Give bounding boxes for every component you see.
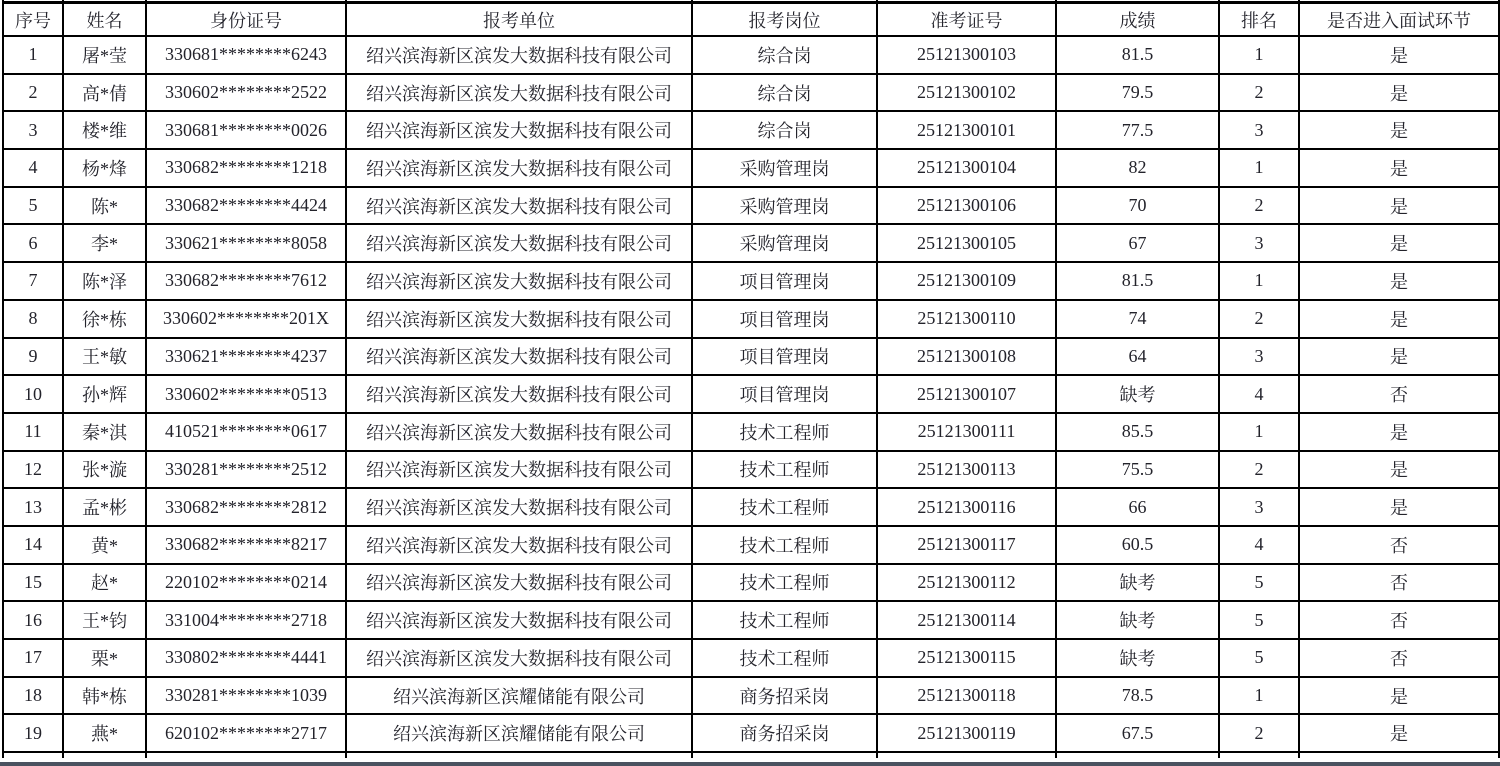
- cell-position: 项目管理岗: [692, 375, 877, 413]
- cell-score: 缺考: [1056, 601, 1219, 639]
- cell-name: 黄*: [63, 526, 146, 564]
- table-row: [3, 639, 1499, 677]
- cell-id-number: 330682********2812: [146, 488, 346, 526]
- cropped-cell: [146, 752, 346, 758]
- cell-score: 85.5: [1056, 413, 1219, 451]
- cell-position: 综合岗: [692, 111, 877, 149]
- cell-interview: 是: [1299, 714, 1499, 752]
- cell-id-number: 410521********0617: [146, 413, 346, 451]
- cropped-cell: [1299, 752, 1499, 758]
- cell-rank: 2: [1219, 74, 1299, 112]
- cell-name: 孙*辉: [63, 375, 146, 413]
- cell-score: 77.5: [1056, 111, 1219, 149]
- cell-interview: 否: [1299, 526, 1499, 564]
- cell-score: 78.5: [1056, 677, 1219, 715]
- cell-seq: 17: [3, 639, 63, 677]
- cell-rank: 1: [1219, 413, 1299, 451]
- cell-ticket-number: 25121300114: [877, 601, 1056, 639]
- table-row: [3, 413, 1499, 451]
- column-header-name: 姓名: [63, 3, 146, 37]
- cell-name: 高*倩: [63, 74, 146, 112]
- cell-ticket-number: 25121300118: [877, 677, 1056, 715]
- cell-employer: 绍兴滨海新区滨发大数据科技有限公司: [346, 413, 692, 451]
- cell-ticket-number: 25121300116: [877, 488, 1056, 526]
- cell-id-number: 330602********0513: [146, 375, 346, 413]
- table-row: [3, 451, 1499, 489]
- table-row: [3, 338, 1499, 376]
- cell-position: 项目管理岗: [692, 338, 877, 376]
- cell-rank: 5: [1219, 601, 1299, 639]
- cell-interview: 是: [1299, 111, 1499, 149]
- cell-rank: 1: [1219, 677, 1299, 715]
- cell-name: 赵*: [63, 564, 146, 602]
- cell-position: 技术工程师: [692, 526, 877, 564]
- cell-employer: 绍兴滨海新区滨耀储能有限公司: [346, 714, 692, 752]
- column-header-seq: 序号: [3, 3, 63, 37]
- cell-position: 项目管理岗: [692, 262, 877, 300]
- cell-seq: 8: [3, 300, 63, 338]
- cell-id-number: 330682********7612: [146, 262, 346, 300]
- cell-name: 陈*泽: [63, 262, 146, 300]
- cell-seq: 5: [3, 187, 63, 225]
- cell-employer: 绍兴滨海新区滨发大数据科技有限公司: [346, 338, 692, 376]
- cell-employer: 绍兴滨海新区滨发大数据科技有限公司: [346, 300, 692, 338]
- cell-id-number: 330682********1218: [146, 149, 346, 187]
- cell-interview: 是: [1299, 36, 1499, 74]
- cell-rank: 3: [1219, 488, 1299, 526]
- table-row: [3, 488, 1499, 526]
- cell-position: 技术工程师: [692, 451, 877, 489]
- cell-position: 技术工程师: [692, 601, 877, 639]
- cell-ticket-number: 25121300102: [877, 74, 1056, 112]
- cell-employer: 绍兴滨海新区滨发大数据科技有限公司: [346, 564, 692, 602]
- cell-employer: 绍兴滨海新区滨发大数据科技有限公司: [346, 262, 692, 300]
- cell-id-number: 330281********2512: [146, 451, 346, 489]
- column-header-ticket-number: 准考证号: [877, 3, 1056, 37]
- column-header-interview: 是否进入面试环节: [1299, 3, 1499, 37]
- table-row: [3, 601, 1499, 639]
- cell-position: 采购管理岗: [692, 224, 877, 262]
- cell-employer: 绍兴滨海新区滨发大数据科技有限公司: [346, 451, 692, 489]
- cell-rank: 1: [1219, 262, 1299, 300]
- cell-name: 秦*淇: [63, 413, 146, 451]
- table-row: [3, 714, 1499, 752]
- cell-position: 项目管理岗: [692, 300, 877, 338]
- cell-interview: 是: [1299, 224, 1499, 262]
- cell-id-number: 330602********201X: [146, 300, 346, 338]
- cell-interview: 是: [1299, 74, 1499, 112]
- header-row: [3, 3, 1499, 37]
- table-row: [3, 300, 1499, 338]
- cell-employer: 绍兴滨海新区滨发大数据科技有限公司: [346, 224, 692, 262]
- cropped-cell: [1056, 752, 1219, 758]
- cell-score: 66: [1056, 488, 1219, 526]
- cell-position: 商务招采岗: [692, 714, 877, 752]
- cell-ticket-number: 25121300119: [877, 714, 1056, 752]
- cell-ticket-number: 25121300111: [877, 413, 1056, 451]
- cell-name: 杨*烽: [63, 149, 146, 187]
- cell-ticket-number: 25121300105: [877, 224, 1056, 262]
- cell-employer: 绍兴滨海新区滨发大数据科技有限公司: [346, 149, 692, 187]
- cell-interview: 是: [1299, 338, 1499, 376]
- cell-rank: 3: [1219, 224, 1299, 262]
- cell-employer: 绍兴滨海新区滨发大数据科技有限公司: [346, 111, 692, 149]
- cell-score: 75.5: [1056, 451, 1219, 489]
- column-header-rank: 排名: [1219, 3, 1299, 37]
- cell-rank: 2: [1219, 714, 1299, 752]
- cell-id-number: 330681********6243: [146, 36, 346, 74]
- cell-rank: 4: [1219, 375, 1299, 413]
- cropped-cell: [63, 752, 146, 758]
- cell-position: 综合岗: [692, 74, 877, 112]
- cell-rank: 2: [1219, 300, 1299, 338]
- cell-interview: 是: [1299, 187, 1499, 225]
- cell-id-number: 330682********4424: [146, 187, 346, 225]
- cell-ticket-number: 25121300101: [877, 111, 1056, 149]
- page-bottom-edge-bar: [0, 762, 1500, 766]
- cell-name: 李*: [63, 224, 146, 262]
- cell-name: 张*漩: [63, 451, 146, 489]
- cell-seq: 7: [3, 262, 63, 300]
- cell-employer: 绍兴滨海新区滨发大数据科技有限公司: [346, 74, 692, 112]
- cell-rank: 2: [1219, 187, 1299, 225]
- cell-name: 陈*: [63, 187, 146, 225]
- cell-seq: 18: [3, 677, 63, 715]
- cell-employer: 绍兴滨海新区滨发大数据科技有限公司: [346, 375, 692, 413]
- cell-interview: 是: [1299, 451, 1499, 489]
- cell-ticket-number: 25121300117: [877, 526, 1056, 564]
- cell-ticket-number: 25121300109: [877, 262, 1056, 300]
- cell-score: 81.5: [1056, 262, 1219, 300]
- cell-employer: 绍兴滨海新区滨发大数据科技有限公司: [346, 36, 692, 74]
- cell-rank: 2: [1219, 451, 1299, 489]
- cell-seq: 9: [3, 338, 63, 376]
- table-row: [3, 375, 1499, 413]
- cell-score: 缺考: [1056, 375, 1219, 413]
- cell-position: 技术工程师: [692, 488, 877, 526]
- cell-seq: 15: [3, 564, 63, 602]
- cell-score: 缺考: [1056, 639, 1219, 677]
- table-row: [3, 224, 1499, 262]
- cell-score: 60.5: [1056, 526, 1219, 564]
- cell-seq: 4: [3, 149, 63, 187]
- table-row: [3, 187, 1499, 225]
- cell-employer: 绍兴滨海新区滨耀储能有限公司: [346, 677, 692, 715]
- cropped-cell: [1219, 752, 1299, 758]
- cell-id-number: 620102********2717: [146, 714, 346, 752]
- cell-interview: 是: [1299, 413, 1499, 451]
- table-row: [3, 564, 1499, 602]
- cropped-cell: [877, 752, 1056, 758]
- cell-interview: 是: [1299, 677, 1499, 715]
- cell-interview: 是: [1299, 262, 1499, 300]
- cell-name: 栗*: [63, 639, 146, 677]
- cell-ticket-number: 25121300107: [877, 375, 1056, 413]
- cell-id-number: 330682********8217: [146, 526, 346, 564]
- cell-rank: 3: [1219, 111, 1299, 149]
- column-header-position: 报考岗位: [692, 3, 877, 37]
- cell-seq: 19: [3, 714, 63, 752]
- cell-employer: 绍兴滨海新区滨发大数据科技有限公司: [346, 526, 692, 564]
- cell-score: 70: [1056, 187, 1219, 225]
- cell-employer: 绍兴滨海新区滨发大数据科技有限公司: [346, 488, 692, 526]
- cell-score: 67.5: [1056, 714, 1219, 752]
- cell-name: 屠*莹: [63, 36, 146, 74]
- cell-interview: 是: [1299, 300, 1499, 338]
- cell-name: 王*敏: [63, 338, 146, 376]
- cell-seq: 13: [3, 488, 63, 526]
- cell-score: 缺考: [1056, 564, 1219, 602]
- cell-interview: 否: [1299, 564, 1499, 602]
- cell-employer: 绍兴滨海新区滨发大数据科技有限公司: [346, 187, 692, 225]
- cell-rank: 4: [1219, 526, 1299, 564]
- cell-seq: 1: [3, 36, 63, 74]
- cell-id-number: 330681********0026: [146, 111, 346, 149]
- cell-score: 74: [1056, 300, 1219, 338]
- cell-interview: 否: [1299, 601, 1499, 639]
- cell-rank: 1: [1219, 149, 1299, 187]
- cell-id-number: 330621********8058: [146, 224, 346, 262]
- cell-rank: 1: [1219, 36, 1299, 74]
- cell-interview: 是: [1299, 149, 1499, 187]
- cell-name: 王*钧: [63, 601, 146, 639]
- cropped-cell: [692, 752, 877, 758]
- cell-position: 采购管理岗: [692, 187, 877, 225]
- table-row: [3, 74, 1499, 112]
- cell-rank: 5: [1219, 639, 1299, 677]
- cell-rank: 3: [1219, 338, 1299, 376]
- cell-seq: 14: [3, 526, 63, 564]
- cell-seq: 3: [3, 111, 63, 149]
- table-row: [3, 526, 1499, 564]
- cell-name: 楼*维: [63, 111, 146, 149]
- cell-interview: 否: [1299, 639, 1499, 677]
- cropped-row-below: [3, 752, 1499, 758]
- cell-interview: 是: [1299, 488, 1499, 526]
- cell-interview: 否: [1299, 375, 1499, 413]
- column-header-score: 成绩: [1056, 3, 1219, 37]
- cell-ticket-number: 25121300112: [877, 564, 1056, 602]
- cell-position: 技术工程师: [692, 564, 877, 602]
- cell-employer: 绍兴滨海新区滨发大数据科技有限公司: [346, 639, 692, 677]
- cell-seq: 12: [3, 451, 63, 489]
- table-row: [3, 262, 1499, 300]
- cell-ticket-number: 25121300108: [877, 338, 1056, 376]
- cell-id-number: 330802********4441: [146, 639, 346, 677]
- cell-position: 采购管理岗: [692, 149, 877, 187]
- table-row: [3, 149, 1499, 187]
- column-header-employer: 报考单位: [346, 3, 692, 37]
- cell-ticket-number: 25121300115: [877, 639, 1056, 677]
- cell-id-number: 330602********2522: [146, 74, 346, 112]
- cell-id-number: 330281********1039: [146, 677, 346, 715]
- cell-ticket-number: 25121300104: [877, 149, 1056, 187]
- cell-seq: 2: [3, 74, 63, 112]
- cell-seq: 6: [3, 224, 63, 262]
- cell-ticket-number: 25121300103: [877, 36, 1056, 74]
- cell-id-number: 330621********4237: [146, 338, 346, 376]
- cell-name: 韩*栋: [63, 677, 146, 715]
- cell-ticket-number: 25121300106: [877, 187, 1056, 225]
- cropped-cell: [3, 752, 63, 758]
- cell-ticket-number: 25121300110: [877, 300, 1056, 338]
- table-row: [3, 677, 1499, 715]
- cell-score: 79.5: [1056, 74, 1219, 112]
- column-header-id-number: 身份证号: [146, 3, 346, 37]
- cell-name: 徐*栋: [63, 300, 146, 338]
- cell-score: 64: [1056, 338, 1219, 376]
- cropped-cell: [346, 752, 692, 758]
- cell-position: 综合岗: [692, 36, 877, 74]
- cell-score: 82: [1056, 149, 1219, 187]
- cell-score: 81.5: [1056, 36, 1219, 74]
- cell-seq: 11: [3, 413, 63, 451]
- cell-seq: 16: [3, 601, 63, 639]
- results-table: [2, 0, 1500, 758]
- cell-score: 67: [1056, 224, 1219, 262]
- cell-name: 孟*彬: [63, 488, 146, 526]
- cell-seq: 10: [3, 375, 63, 413]
- cell-employer: 绍兴滨海新区滨发大数据科技有限公司: [346, 601, 692, 639]
- cell-ticket-number: 25121300113: [877, 451, 1056, 489]
- cell-name: 燕*: [63, 714, 146, 752]
- table-row: [3, 36, 1499, 74]
- cell-id-number: 331004********2718: [146, 601, 346, 639]
- table-row: [3, 111, 1499, 149]
- cell-position: 技术工程师: [692, 639, 877, 677]
- cell-rank: 5: [1219, 564, 1299, 602]
- cell-id-number: 220102********0214: [146, 564, 346, 602]
- cell-position: 商务招采岗: [692, 677, 877, 715]
- cell-position: 技术工程师: [692, 413, 877, 451]
